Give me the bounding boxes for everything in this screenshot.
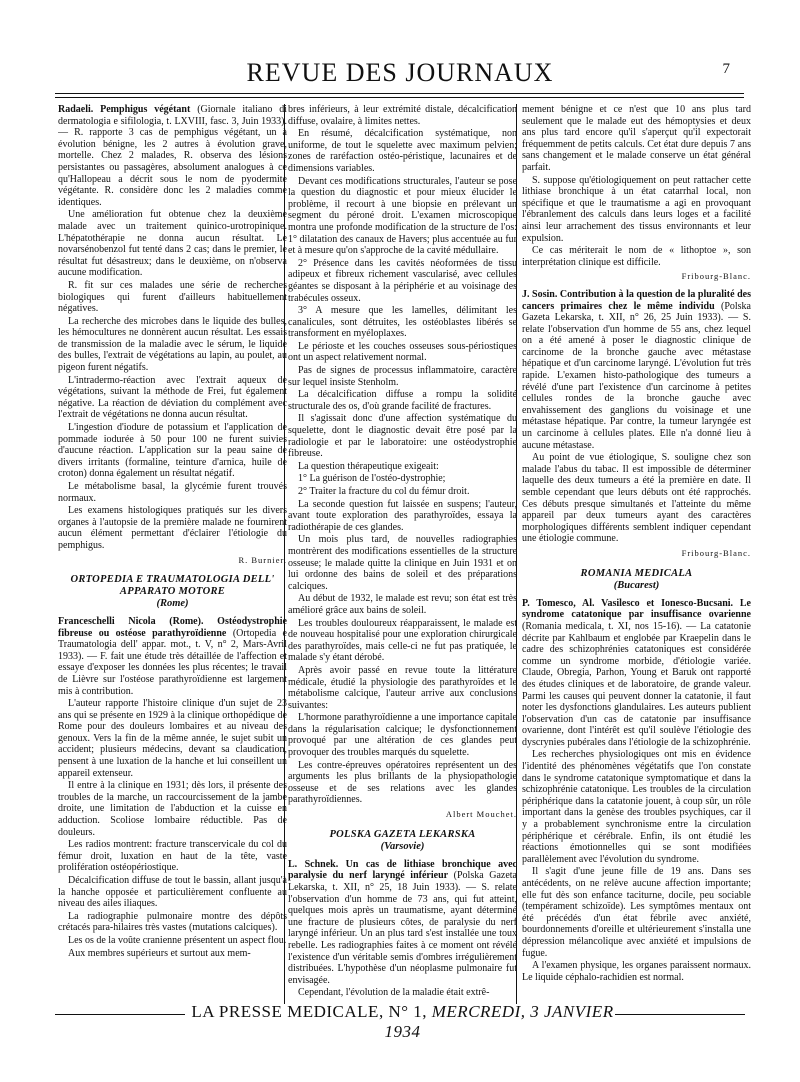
article-heading: L. Schnek. Un cas de lithiase bronchique avec paralysie du nerf laryngé inférieur: [288, 858, 517, 882]
paragraph: Un mois plus tard, de nouvelles radiographies montrèrent des modifications essentielles de la structure osseuse; le malade quitte la clinique en Juin 1931 et on lui ordonne des bains de soleil et des préparations calciques.: [288, 534, 517, 592]
article-schnek: [288, 859, 517, 987]
paragraph: Une amélioration fut obtenue chez la deuxième malade avec un traitement quinico-urotropinique. L'hépatothérapie ne donna aucun résultat. Le novarsénobenzol fut tenté dans 2 cas; dans le premier, le résultat fut désastreux; dans le deuxième, on n'observa aucune modification.: [58, 209, 287, 279]
paragraph: La décalcification diffuse a rompu la solidité structurale des os, d'où grande facilité de fractures.: [288, 389, 517, 412]
paragraph: Les os de la voûte cranienne présentent un aspect flou.: [68, 934, 287, 946]
paragraph: mement bénigne et ce n'est que 10 ans plus tard seulement que le malade eut des hémoptysies et deux ans plus tard encore qu'il s'aperçut qu'il expectorait fréquemment de petits calculs. Cet état dure depuis 7 ans sans changement et le malade conserve un état général parfait.: [522, 104, 751, 173]
footer-rule-right: [615, 1014, 745, 1015]
paragraph: Aux membres supérieurs et surtout aux mem-: [68, 947, 251, 959]
paragraph: Le périoste et les couches osseuses sous-périostiques ont un aspect relativement normal.: [288, 340, 517, 364]
article-sosin: [522, 289, 751, 451]
footer-rule-left: [55, 1014, 185, 1015]
paragraph: (Giornale italiano di dermatologia e sifilologia, t. LXVIII, fasc. 3, Juin 1933). — R. rapporte 3 cas de pemphigus végétant, un à évolution bénigne, les 2 autres à évolution grave, mortelle. Chez 2 malades, R. observa des lésions persistantes ou passagères, absolument analogues à ce qu'Hallopeau a décrit sous le nom de pyodermite végétante. R. considère donc les 2 maladies comme identiques.: [58, 104, 287, 208]
footer-date: MERCREDI, 3 JANVIER 1934: [384, 1002, 614, 1041]
article-heading: P. Tomesco, Al. Vasilesco et Ionesco-Bucsani. Le syndrome catatonique par insuffisance ovarienne: [522, 597, 751, 621]
section-title: ROMANIA MEDICALA: [580, 567, 693, 579]
section-city: (Varsovie): [380, 841, 425, 853]
paragraph: Devant ces modifications structurales, l'auteur se pose la question du diagnostic et pour mieux élucider le problème, il recourt à une biopsie en prélevant un segment du péroné droit. L'examen microscopique montra une profonde modification de la structure de l'os: 1° dilatation des canaux de Havers; plus accentuée au fur et à mesure qu'on s'approche de la cavité médullaire.: [288, 175, 517, 257]
paragraph: Les recherches physiologiques ont mis en évidence l'identité des phénomènes végétatifs que l'on constate dans le syndrome catatonique symptomatique et dans la schizophrénie catatonique. Les troubles de la circulation périphérique dans la catatonie jouent, à coup sûr, un rôle important dans la genèse des troubles psychiques, car il y a probablement synchronisme entre la circulation périphérique et cérébrale. Enfin, ils ont étudié les réactions émotionnelles qui se sont modifiées parallèlement avec l'évolution du syndrome.: [522, 749, 751, 865]
paragraph: L'auteur rapporte l'histoire clinique d'un sujet de 23 ans qui se présente en 1929 à la clinique orthopédique de Rome pour des douleurs lombaires et au niveau des genoux. Vers la fin de la même année, le sujet subit un accident; plusieurs médecins, devant sa claudication, pensent à une luxation de la hanche et lui conseillent un appareil extenseur.: [58, 698, 287, 779]
paragraph: 2° Traiter la fracture du col du fémur droit.: [298, 486, 470, 497]
paragraph: 3° A mesure que les lamelles, délimitant les canalicules, sont détruites, les ostéoblastes libérés se transforment en myéloplaxes.: [288, 305, 517, 340]
paragraph: Au début de 1932, le malade est revu; son état est très amélioré grâce aux bains de soleil.: [288, 593, 517, 616]
paragraph: La radiographie pulmonaire montre des dépôts crétacés para-hilaires très vastes (mutations calciques).: [58, 910, 287, 934]
footer-journal: LA PRESSE MEDICALE, N° 1,: [191, 1002, 428, 1021]
article-heading: Franceschelli Nicola (Rome). Ostéodystrophie fibreuse ou ostéose parathyroïdienne: [58, 615, 287, 639]
header-rule-thin: [55, 97, 744, 98]
paragraph: La question thérapeutique exigeait:: [298, 460, 439, 472]
author-signature: Fribourg-Blanc.: [681, 271, 751, 282]
paragraph: En résumé, décalcification systématique, non uniforme, de tout le squelette avec maximum pelvien; zones de raréfaction ostéo-péristique, lacunaires et de dimensions variables.: [288, 128, 517, 174]
column-2: [288, 104, 517, 1006]
author-signature: R. Burnier.: [238, 554, 287, 565]
paragraph: 1° La guérison de l'ostéo-dystrophie;: [298, 473, 446, 485]
column-3: [522, 104, 751, 1006]
article-heading: Radaeli. Pemphigus végétant: [58, 104, 191, 115]
paragraph: Ce cas mériterait le nom de « lithoptoe », son interprétation clinique est difficile.: [522, 245, 751, 268]
paragraph: L'intradermo-réaction avec l'extrait aqueux de végétations, suivant la méthode de Frei, fut également négative. La réaction de déviation du complément avec l'extrait de végétations ne donna aucun résultat.: [58, 374, 287, 421]
paragraph: (Romania medicala, t. XI, nos 15-16). — La catatonie décrite par Kahlbaum et englobée par Kraepelin dans le cadre des schizophrénies catatoniques est considérée comme un syndrome morbide, d'étiologie variée. Claude, Obregia, Parhon, Young et Baruk ont rapporté des études cliniques et de laboratoire, de grande valeur. Parmi les causes qui peuvent donner la catatonie, il faut noter les dysfonctions glandulaires. Les auteurs publient l'observation d'un cas de catatonie par insuffisance ovarienne, dont l'intérêt est qu'il soulève l'étiologie des dyscrynies pubérales dans l'étiologie de la schizophrénie.: [522, 620, 751, 748]
paragraph: Les contre-épreuves opératoires représentent un des arguments les plus brillants de la physiopathologie osseuse et de ses relations avec les glandes parathyroïdiennes.: [288, 759, 517, 806]
paragraph: L'hormone parathyroïdienne a une importance capitale dans la régularisation calcique; le dysfonctionnement provoqué par une altération de ces glandes peut provoquer des troubles marqués du squelette.: [288, 712, 517, 759]
page-footer: [190, 1002, 615, 1042]
page-title: REVUE DES JOURNAUX: [246, 58, 554, 87]
author-signature: Fribourg-Blanc.: [681, 547, 751, 558]
paragraph: (Polska Gazeta Lekarska, t. XII, n° 25, 18 Juin 1933). — S. relate l'observation d'un homme de 73 ans, qui fut atteint, quelques mois après un traumatisme, ayant déterminé une fracture de plusieurs côtes, de paralysie du nerf laryngé inférieur. Un an plus tard s'est installée une toux rebelle. Les radiographies faites à ce moment ont révélé l'existence d'un véritable semis d'ombres irrégulièrement distribuées. L'hypothèse d'un néoplasme pulmonaire fut envisagée.: [288, 870, 517, 986]
paragraph: R. fit sur ces malades une série de recherches biologiques qui furent d'ailleurs habituellement négatives.: [58, 279, 287, 315]
paragraph: 2° Présence dans les cavités néoformées de tissu adipeux et fibreux richement vascularisé, avec cellules géantes se disposant à la périphérie et au voisinage des trabécules osseux.: [288, 257, 517, 304]
paragraph: Au point de vue étiologique, S. souligne chez son malade l'abus du tabac. Il est impossible de déterminer laquelle des deux tumeurs a été la première en date. Il semble cependant que leurs débuts ont été rapprochés. Ces débuts presque simultanés et l'atteinte du même appareil par deux tumeurs ayant des caractères morphologiques différents semblent indiquer cependant une étiologie commune.: [522, 452, 751, 545]
paragraph: Il s'agissait donc d'une affection systématique du squelette, dont le diagnostic devait être posé par la radiologie et par le laboratoire: une ostéodystrophie fibreuse.: [288, 413, 517, 460]
paragraph: La recherche des microbes dans le liquide des bulles, les hémocultures ne donnèrent aucun résultat. Les essais de transmission de la maladie avec le sérum, le liquide des bulles, l'extrait de végétations au lapin, au poulet, au pigeon furent négatifs.: [58, 315, 287, 374]
paragraph: Il entre à la clinique en 1931; dès lors, il présente des troubles de la marche, un raccourcissement de la jambe droite, une limitation de l'abduction et la cuisse en adduction. Scoliose lombaire réductible. Pas de douleurs.: [58, 780, 287, 838]
paragraph: L'ingestion d'iodure de potassium et l'application de pommade iodurée à 50 pour 100 ne furent suivies d'aucune réaction. L'application sur la peau saine de divers irritants (formaline, teinture d'arnica, huile de croton) donna également un résultat négatif.: [58, 422, 287, 480]
paragraph: Les examens histologiques pratiqués sur les divers organes à l'autopsie de la première malade ne fournirent aucun élément permettant d'éclairer l'étiologie du pemphigus.: [58, 505, 287, 551]
article-radaeli: [58, 104, 287, 208]
article-heading: J. Sosin. Contribution à la question de la pluralité des cancers primaires chez le même individu: [522, 288, 751, 312]
paragraph: S. suppose qu'étiologiquement on peut rattacher cette lithiase bronchique à un état catarrhal local, non spécifique et que le traumatisme a agi en provoquant l'ébranlement des calculs dans leurs loges et a facilité ainsi leur arrachement des tissus environnants et leur expulsion.: [522, 174, 751, 244]
article-franceschelli: [58, 616, 287, 697]
paragraph: Il s'agit d'une jeune fille de 19 ans. Dans ses antécédents, on ne relève aucune affection importante; elle fut dès son enfance taciturne, docile, peu sociable (tempérament schizoïde). Les symptômes mentaux ont été précédés d'un état fébrile avec anxiété, bourdonnements d'oreille et ultérieurement s'installa une dépression mélancolique avec anxiété et impulsions de fugue.: [522, 866, 751, 959]
column-1: [58, 104, 287, 1006]
paragraph: Après avoir passé en revue toute la littérature médicale, étudié la physiologie des parathyroïdes et le métabolisme calcique, l'auteur arrive aux conclusions suivantes:: [288, 664, 517, 711]
header-rule: [55, 93, 744, 94]
paragraph: Le métabolisme basal, la glycémie furent trouvés normaux.: [58, 481, 287, 504]
paragraph: Décalcification diffuse de tout le bassin, allant jusqu'à la hanche opposée et particulièrement confluente au niveau des ailes iliaques.: [58, 875, 287, 910]
author-signature: Albert Mouchet.: [445, 809, 517, 820]
paragraph: bres inférieurs, à leur extrémité distale, décalcification diffuse, ovalaire, à limites nettes.: [288, 104, 517, 127]
section-city: (Bucarest): [613, 580, 660, 592]
paragraph: La seconde question fut laissée en suspens; l'auteur, avant toute exploration des parathyroïdes, essaya la radiothérapie de ces glandes.: [288, 498, 517, 533]
paragraph: Les troubles douloureux réapparaissent, le malade est de nouveau hospitalisé pour une exploration chirurgicale des parathyroïdes, mais celle-ci ne fut pas pratiquée, le malade s'y étant dérobé.: [288, 617, 517, 664]
paragraph: (Polska Gazeta Lekarska, t. XII, n° 26, 25 Juin 1933). — S. relate l'observation d'un homme de 55 ans, chez lequel on a été amené à poser le diagnostic clinique de carcinome de la bronche gauche avec métastase hépatique et d'un carcinome laryngé. L'évolution fut très rapide. L'examen histo-pathologique des tumeurs a révélé d'une part l'existence d'un carcinome à petites cellules rondes de la bronche gauche avec envahissement des ganglions du voisinage et une métastase hépatique. Par contre, la tumeur laryngée est un carcinome à cellules plates. Elle n'a donné lieu à aucune métastase.: [522, 300, 751, 451]
paragraph: Pas de signes de processus inflammatoire, caractère sur lequel insiste Stenholm.: [288, 365, 517, 388]
section-city: (Rome): [156, 598, 189, 610]
page-number: 7: [722, 61, 730, 77]
paragraph: Cependant, l'évolution de la maladie était extrê-: [298, 987, 490, 999]
paragraph: Les radios montrent: fracture transcervicale du col du fémur droit, luxation en haut de la tête, vaste prolifération ostéopériostique.: [58, 839, 287, 874]
article-tomesco: [522, 598, 751, 749]
paragraph: (Ortopedia e Traumatologia dell' appar. mot., t. V, n° 2, Mars-Avril 1933). — F. fait une étude très détaillée de l'affection et essaye d'exposer les données les plus récentes; le travail de Lièvre sur l'ostéose parathyroïdienne est largement mis à contribution.: [58, 627, 287, 697]
section-title: ORTOPEDIA E TRAUMATOLOGIA DELL' APPARATO MOTORE: [70, 574, 275, 597]
paragraph: A l'examen physique, les organes paraissent normaux. Le liquide céphalo-rachidien est normal.: [522, 960, 751, 983]
section-title: POLSKA GAZETA LEKARSKA: [329, 828, 476, 840]
